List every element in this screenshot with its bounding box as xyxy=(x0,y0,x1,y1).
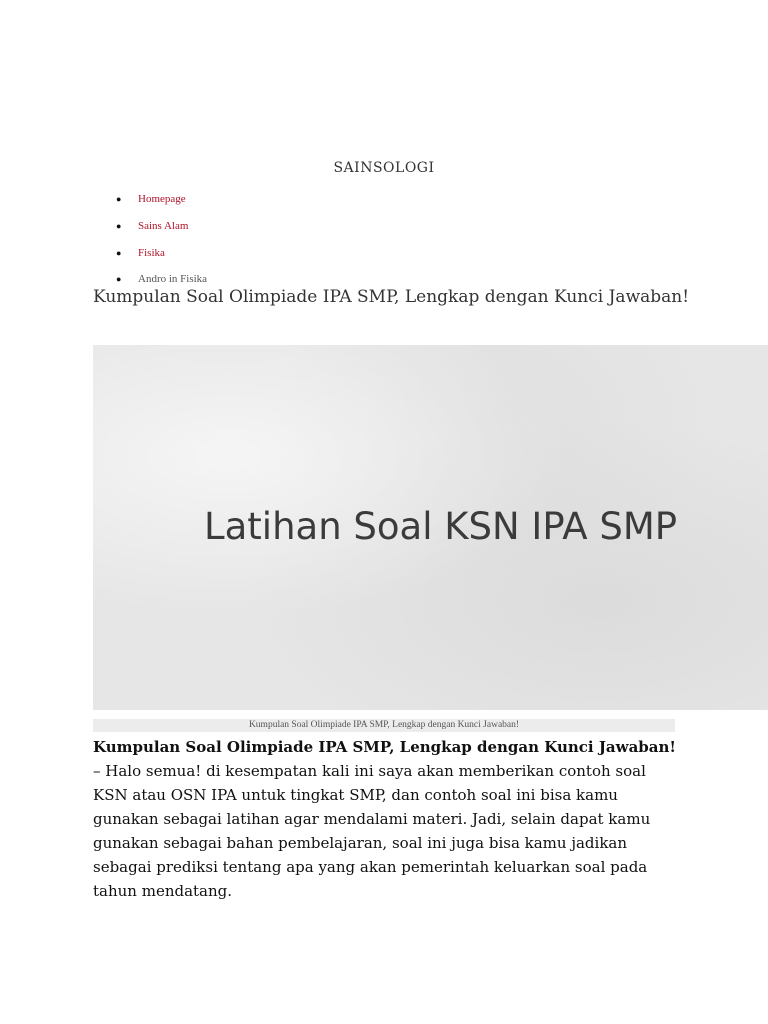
post-author-category: Andro in Fisika xyxy=(138,273,208,286)
nav-item-fisika[interactable] xyxy=(92,239,207,266)
post-intro-paragraph xyxy=(93,735,683,903)
bullet-icon: ● xyxy=(116,274,122,285)
image-caption: Kumpulan Soal Olimpiade IPA SMP, Lengkap dengan Kunci Jawaban! xyxy=(93,719,675,732)
bullet-icon: ● xyxy=(116,247,122,258)
nav-link-sains-alam[interactable]: Sains Alam xyxy=(138,220,189,233)
intro-bold-title: Kumpulan Soal Olimpiade IPA SMP, Lengkap dengan Kunci Jawaban! xyxy=(93,738,676,756)
bullet-icon: ● xyxy=(116,221,122,232)
nav-item-homepage[interactable] xyxy=(92,186,207,213)
featured-image xyxy=(93,345,768,710)
nav-link-homepage[interactable]: Homepage xyxy=(138,193,186,206)
post-title: Kumpulan Soal Olimpiade IPA SMP, Lengkap dengan Kunci Jawaban! xyxy=(93,287,690,307)
site-title[interactable]: SAINSOLOGI xyxy=(333,160,435,176)
intro-body-text: – Halo semua! di kesempatan kali ini saya akan memberikan contoh soal KSN atau OSN IPA untuk tingkat SMP, dan contoh soal ini bisa kamu gunakan sebagai latihan agar mendalami materi. Jadi, selain dapat kamu gunakan sebagai bahan pembelajaran, soal ini juga bisa kamu jadikan sebagai prediksi tentang apa yang akan pemerintah keluarkan soal pada tahun mendatang. xyxy=(93,762,651,900)
bullet-icon: ● xyxy=(116,194,122,205)
nav-menu xyxy=(92,186,207,293)
featured-image-text: Latihan Soal KSN IPA SMP xyxy=(204,505,678,548)
nav-link-fisika[interactable]: Fisika xyxy=(138,246,165,259)
nav-item-sains-alam[interactable] xyxy=(92,213,207,240)
